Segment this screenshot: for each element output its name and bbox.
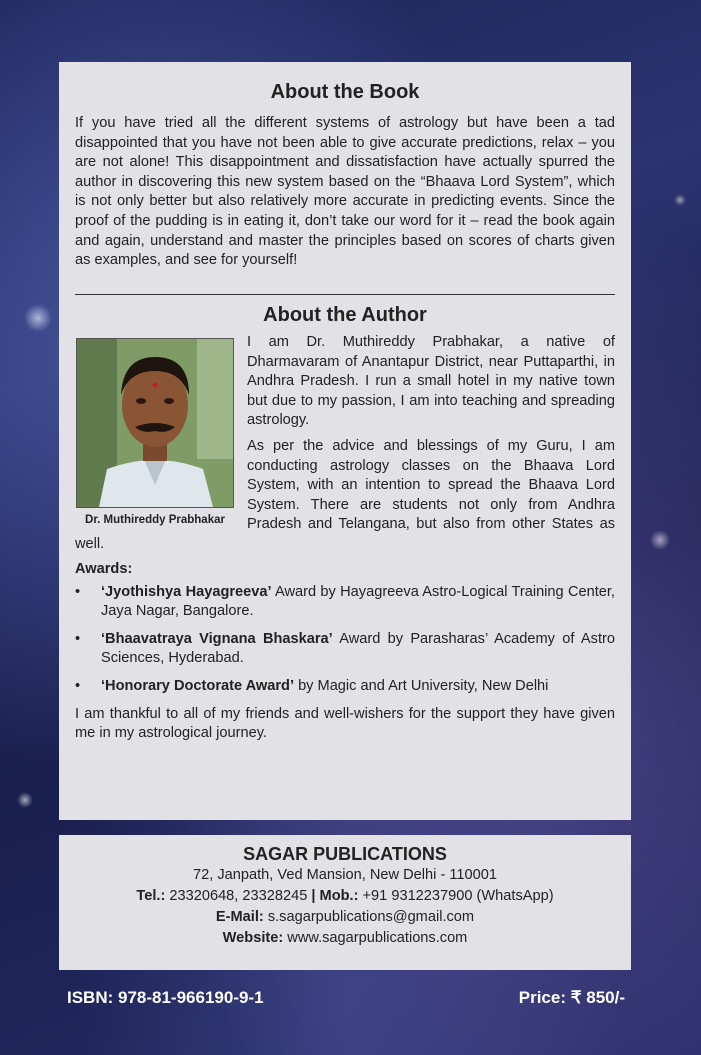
publisher-address: 72, Janpath, Ved Mansion, New Delhi - 110001 (193, 867, 497, 883)
about-author-heading: About the Author (263, 304, 427, 326)
publisher-name: SAGAR PUBLICATIONS (243, 844, 447, 864)
website-label: Website: (222, 930, 284, 946)
separator: | (311, 888, 316, 904)
mob-label: Mob.: (315, 888, 359, 904)
mob-value: +91 9312237900 (WhatsApp) (358, 888, 554, 904)
section-divider (75, 294, 615, 295)
about-book-text: If you have tried all the different systems of astrology but have been a tad disappointed that you have not been able to give accurate predictions, relax – you are not alone! This disappointment and dissatisfaction have actually spurred the author in discovering this new system based on the “Bhaava Lord System”, which is not only better but also relatively more accurate in predicting events. Since the proof of the pudding is in eating it, don’t take our word for it – read the book again and again, understand and master the principles based on scores of charts given as examples, and see for yourself! (75, 115, 615, 269)
price-text: Price: ₹ 850/- (518, 988, 625, 1007)
awards-list (75, 583, 615, 697)
bullet-icon: • (75, 677, 81, 694)
award-name: ‘Jyothishya Hayagreeva’ (101, 583, 272, 600)
email-label: E-Mail: (215, 909, 264, 925)
footer (67, 988, 625, 1014)
award-item (75, 630, 615, 669)
award-detail: Award by Hayagreeva Astro-Logical Training Center, Jaya Nagar, Bangalore. (101, 583, 615, 620)
awards-heading: Awards: (75, 560, 133, 577)
author-portrait-icon (77, 339, 233, 507)
email-value: s.sagarpublications@gmail.com (263, 909, 475, 925)
bullet-icon: • (75, 583, 81, 600)
author-photo (76, 338, 234, 508)
tel-label: Tel.: (136, 888, 166, 904)
back-cover-panel (59, 62, 631, 820)
author-section (75, 333, 615, 555)
publisher-phone-line (69, 886, 621, 907)
publisher-website-line (69, 928, 621, 949)
author-photo-box (75, 338, 235, 526)
award-item (75, 677, 615, 697)
tel-value: 23320648, 23328245 (165, 888, 312, 904)
author-bio-para-1: I am Dr. Muthireddy Prabhakar, a native of Dharmavaram of Anantapur District, near Puttaparthi, in Andhra Pradesh. I run a small hotel in my native town but due to my passion, I am into teaching and spreading astrology. (247, 334, 615, 429)
bullet-icon: • (75, 630, 81, 647)
publisher-panel (59, 835, 631, 970)
about-book-heading: About the Book (270, 81, 420, 103)
closing-text: I am thankful to all of my friends and well-wishers for the support they have given me in my astrological journey. (75, 705, 615, 742)
award-item (75, 583, 615, 622)
award-name: ‘Honorary Doctorate Award’ (101, 677, 295, 694)
award-detail: by Magic and Art University, New Delhi (294, 677, 549, 694)
award-detail: Award by Parasharas’ Academy of Astro Sciences, Hyderabad. (101, 630, 615, 667)
isbn-text: ISBN: 978-81-966190-9-1 (67, 988, 264, 1007)
author-bio-para-2: As per the advice and blessings of my Guru, I am conducting astrology classes on the Bhaava Lord System, with an intention to spread the Bhaava Lord System. There are students not only from Andhra Pradesh and Telangana, but also from other States as well. (75, 437, 615, 552)
website-value: www.sagarpublications.com (283, 930, 468, 946)
photo-caption: Dr. Muthireddy Prabhakar (85, 514, 225, 526)
publisher-email-line (69, 907, 621, 928)
award-name: ‘Bhaavatraya Vignana Bhaskara’ (101, 630, 333, 647)
